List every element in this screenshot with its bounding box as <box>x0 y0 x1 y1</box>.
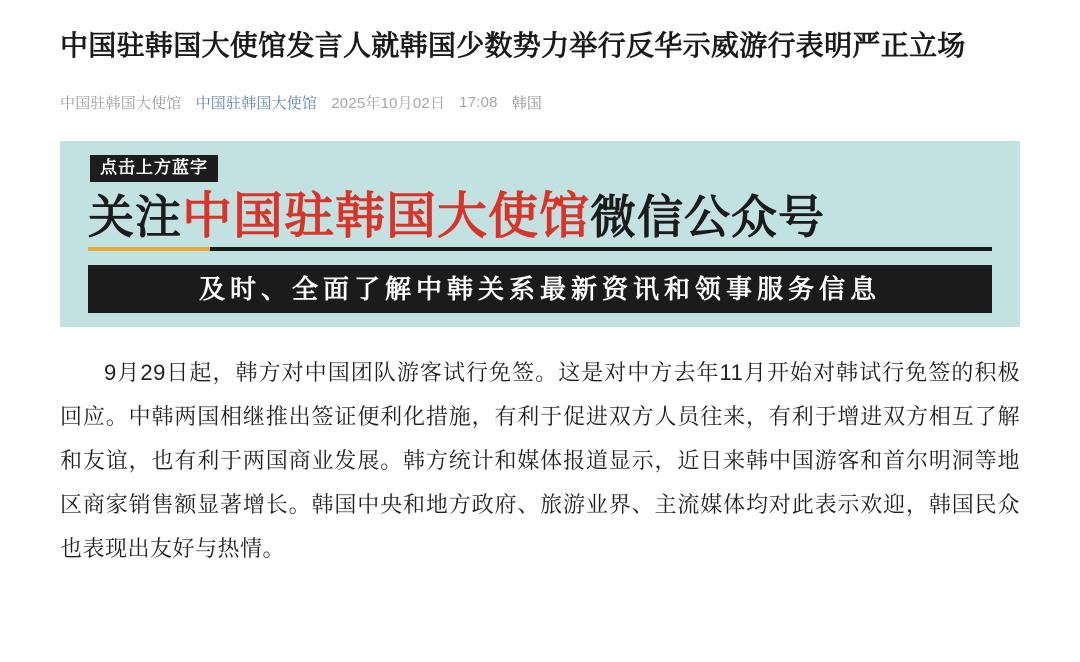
banner-headline-prefix: 关注 <box>88 190 182 243</box>
banner-underline-divider <box>88 247 992 251</box>
banner-underline-yellow <box>88 247 210 251</box>
meta-time: 17:08 <box>459 93 498 111</box>
promo-banner-image <box>60 141 1020 327</box>
article-body <box>60 351 1020 571</box>
meta-region: 韩国 <box>511 94 543 112</box>
banner-underline-dark <box>210 247 992 251</box>
banner-headline <box>88 187 992 244</box>
banner-headline-highlight: 中国驻韩国大使馆 <box>182 187 590 244</box>
meta-date: 2025年10月02日 <box>331 94 446 112</box>
banner-subtitle-text: 及时、全面了解中韩关系最新资讯和领事服务信息 <box>198 273 881 304</box>
article-paragraph: 9月29日起，韩方对中国团队游客试行免签。这是对中方去年11月开始对韩试行免签的积极回应。中韩两国相继推出签证便利化措施，有利于促进双方人员往来，有利于增进双方相互了解和友谊，也有利于两国商业发展。韩方统计和媒体报道显示，近日来韩中国游客和首尔明洞等地区商家销售额显著增长。韩国中央和地方政府、旅游业界、主流媒体均对此表示欢迎，韩国民众也表现出友好与热情。 <box>60 359 1020 561</box>
article-meta <box>60 92 1020 113</box>
banner-tag-label: 点击上方蓝字 <box>90 155 218 183</box>
banner-headline-suffix: 微信公众号 <box>590 190 825 243</box>
page-title: 中国驻韩国大使馆发言人就韩国少数势力举行反华示威游行表明严正立场 <box>60 30 966 61</box>
meta-source-link[interactable]: 中国驻韩国大使馆 <box>195 94 318 112</box>
banner-subtitle-strip <box>88 265 992 313</box>
meta-publisher: 中国驻韩国大使馆 <box>60 94 182 112</box>
